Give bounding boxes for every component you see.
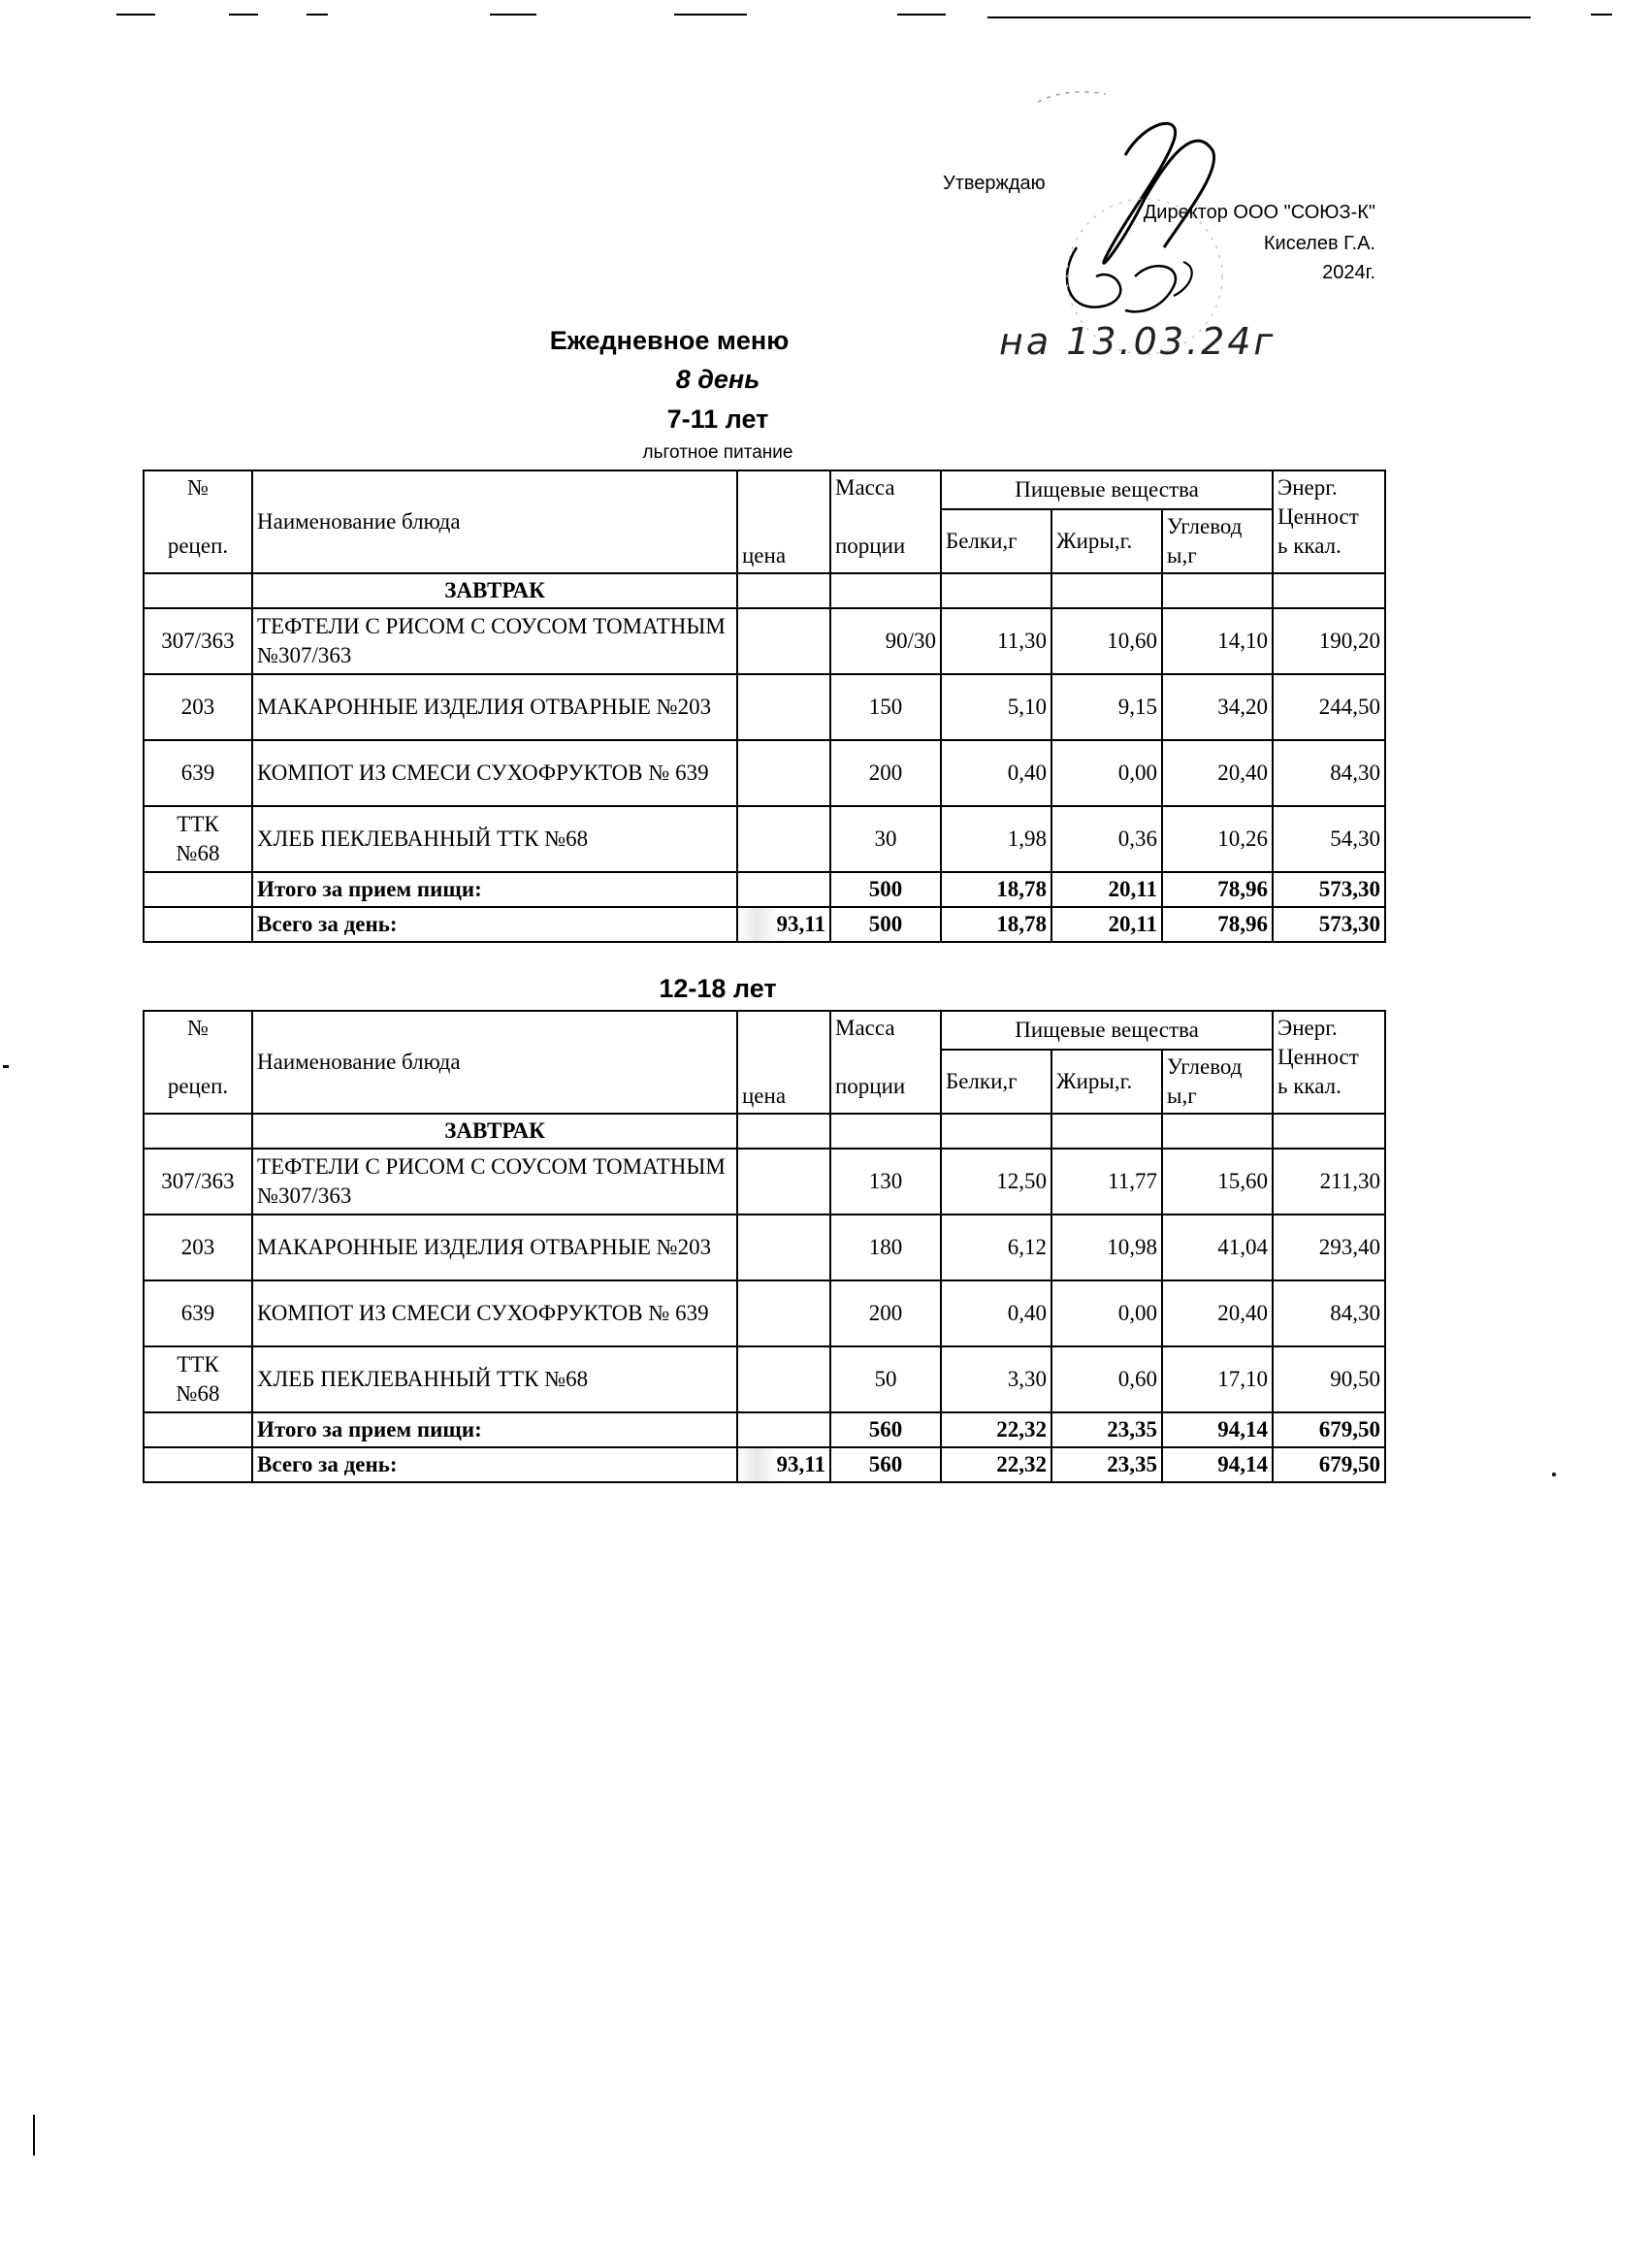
meal-total-label: Итого за прием пищи: [252, 1412, 737, 1447]
header-carbs: Углевод ы,г [1162, 509, 1273, 573]
protein-cell: 12,50 [941, 1149, 1051, 1215]
scan-edge-line [897, 14, 946, 16]
energy-cell: 90,50 [1273, 1346, 1385, 1412]
scan-edge-line [1591, 14, 1612, 16]
fat-cell: 0,60 [1051, 1346, 1162, 1412]
price-cell [737, 1280, 830, 1346]
fat-cell: 0,00 [1051, 1280, 1162, 1346]
header-mass: Масса порции [830, 470, 941, 573]
protein-cell: 0,40 [941, 740, 1051, 806]
fat-cell: 11,77 [1051, 1149, 1162, 1215]
day-total-protein: 22,32 [941, 1447, 1051, 1482]
protein-cell: 1,98 [941, 806, 1051, 872]
mass-cell: 200 [830, 1280, 941, 1346]
scan-edge-line [307, 14, 328, 16]
recipe-num: 203 [144, 674, 252, 740]
header-dish-name: Наименование блюда [252, 1011, 737, 1114]
header-recipe-num: № рецеп. [144, 470, 252, 573]
energy-cell: 244,50 [1273, 674, 1385, 740]
dish-name: МАКАРОННЫЕ ИЗДЕЛИЯ ОТВАРНЫЕ №203 [252, 1215, 737, 1280]
scan-edge-line [229, 14, 258, 16]
total-mass: 500 [830, 872, 941, 907]
handwritten-date: на 13.03.24г [999, 320, 1277, 363]
header-recipe-num: № рецеп. [144, 1011, 252, 1114]
table-row [144, 1215, 1385, 1280]
price-cell [737, 674, 830, 740]
total-energy: 573,30 [1273, 872, 1385, 907]
day-total-price: 93,11 [737, 907, 830, 942]
recipe-num: 203 [144, 1215, 252, 1280]
age-group-label: 7-11 лет [666, 405, 769, 434]
carbs-cell: 10,26 [1162, 806, 1273, 872]
day-total-carbs: 78,96 [1162, 907, 1273, 942]
mass-cell: 50 [830, 1346, 941, 1412]
day-total-row [144, 907, 1385, 942]
fat-cell: 10,98 [1051, 1215, 1162, 1280]
benefit-label: льготное питание [642, 442, 793, 463]
fat-cell: 9,15 [1051, 674, 1162, 740]
meal-total-row [144, 872, 1385, 907]
dish-name: ХЛЕБ ПЕКЛЕВАННЫЙ ТТК №68 [252, 806, 737, 872]
header-nutrients: Пищевые вещества [941, 470, 1273, 509]
carbs-cell: 17,10 [1162, 1346, 1273, 1412]
header-fat: Жиры,г. [1051, 1050, 1162, 1114]
energy-cell: 293,40 [1273, 1215, 1385, 1280]
recipe-num: ТТК №68 [144, 806, 252, 872]
table-row [144, 1149, 1385, 1215]
table-row [144, 674, 1385, 740]
total-fat: 23,35 [1051, 1412, 1162, 1447]
section-breakfast: ЗАВТРАК [252, 573, 737, 608]
protein-cell: 3,30 [941, 1346, 1051, 1412]
energy-cell: 211,30 [1273, 1149, 1385, 1215]
energy-cell: 190,20 [1273, 608, 1385, 674]
carbs-cell: 15,60 [1162, 1149, 1273, 1215]
price-cell [737, 1149, 830, 1215]
energy-cell: 54,30 [1273, 806, 1385, 872]
recipe-num: ТТК №68 [144, 1346, 252, 1412]
fat-cell: 0,00 [1051, 740, 1162, 806]
table-row [144, 740, 1385, 806]
mass-cell: 30 [830, 806, 941, 872]
table-row [144, 608, 1385, 674]
header-nutrients: Пищевые вещества [941, 1011, 1273, 1050]
price-cell [737, 740, 830, 806]
approval-label: Утверждаю [943, 173, 1046, 194]
table-row [144, 1280, 1385, 1346]
day-total-mass: 500 [830, 907, 941, 942]
total-energy: 679,50 [1273, 1412, 1385, 1447]
price-cell [737, 608, 830, 674]
protein-cell: 11,30 [941, 608, 1051, 674]
recipe-num: 639 [144, 1280, 252, 1346]
day-total-label: Всего за день: [252, 907, 737, 942]
recipe-num: 307/363 [144, 1149, 252, 1215]
section-row [144, 1114, 1385, 1149]
director-title: Директор ООО "СОЮЗ-К" [1143, 202, 1375, 223]
dish-name: ТЕФТЕЛИ С РИСОМ С СОУСОМ ТОМАТНЫМ №307/363 [252, 1149, 737, 1215]
scan-mark [3, 1065, 9, 1068]
total-carbs: 94,14 [1162, 1412, 1273, 1447]
table-row [144, 1346, 1385, 1412]
scan-edge-line [490, 14, 536, 16]
meal-total-row [144, 1412, 1385, 1447]
header-mass: Масса порции [830, 1011, 941, 1114]
total-carbs: 78,96 [1162, 872, 1273, 907]
day-label: 8 день [675, 365, 760, 394]
carbs-cell: 20,40 [1162, 740, 1273, 806]
table-row [144, 806, 1385, 872]
total-mass: 560 [830, 1412, 941, 1447]
energy-cell: 84,30 [1273, 740, 1385, 806]
section-row [144, 573, 1385, 608]
day-total-price: 93,11 [737, 1447, 830, 1482]
director-name: Киселев Г.А. [1263, 233, 1375, 254]
recipe-num: 639 [144, 740, 252, 806]
header-price: цена [737, 470, 830, 573]
header-carbs: Углевод ы,г [1162, 1050, 1273, 1114]
day-total-protein: 18,78 [941, 907, 1051, 942]
day-total-label: Всего за день: [252, 1447, 737, 1482]
energy-cell: 84,30 [1273, 1280, 1385, 1346]
total-protein: 18,78 [941, 872, 1051, 907]
menu-title: Ежедневное меню [549, 326, 790, 355]
fat-cell: 10,60 [1051, 608, 1162, 674]
header-dish-name: Наименование блюда [252, 470, 737, 573]
price-cell [737, 806, 830, 872]
menu-table-12-18 [143, 1010, 1386, 1483]
scan-edge-line [116, 14, 155, 16]
menu-table-7-11 [143, 470, 1386, 943]
header-energy: Энерг. Ценност ь ккал. [1273, 1011, 1385, 1114]
mass-cell: 200 [830, 740, 941, 806]
dish-name: МАКАРОННЫЕ ИЗДЕЛИЯ ОТВАРНЫЕ №203 [252, 674, 737, 740]
mass-cell: 90/30 [830, 608, 941, 674]
carbs-cell: 20,40 [1162, 1280, 1273, 1346]
day-total-fat: 23,35 [1051, 1447, 1162, 1482]
header-energy: Энерг. Ценност ь ккал. [1273, 470, 1385, 573]
price-cell [737, 1346, 830, 1412]
mass-cell: 180 [830, 1215, 941, 1280]
day-total-carbs: 94,14 [1162, 1447, 1273, 1482]
fat-cell: 0,36 [1051, 806, 1162, 872]
day-total-energy: 573,30 [1273, 907, 1385, 942]
header-protein: Белки,г [941, 509, 1051, 573]
price-cell [737, 1215, 830, 1280]
mass-cell: 130 [830, 1149, 941, 1215]
approval-year: 2024г. [1322, 262, 1375, 283]
total-fat: 20,11 [1051, 872, 1162, 907]
scan-edge-line [987, 16, 1531, 18]
header-protein: Белки,г [941, 1050, 1051, 1114]
protein-cell: 5,10 [941, 674, 1051, 740]
dish-name: КОМПОТ ИЗ СМЕСИ СУХОФРУКТОВ № 639 [252, 740, 737, 806]
header-price: цена [737, 1011, 830, 1114]
dish-name: ХЛЕБ ПЕКЛЕВАННЫЙ ТТК №68 [252, 1346, 737, 1412]
carbs-cell: 41,04 [1162, 1215, 1273, 1280]
scan-mark [33, 2115, 35, 2155]
header-fat: Жиры,г. [1051, 509, 1162, 573]
age-group-label: 12-18 лет [659, 974, 777, 1003]
protein-cell: 0,40 [941, 1280, 1051, 1346]
carbs-cell: 14,10 [1162, 608, 1273, 674]
day-total-mass: 560 [830, 1447, 941, 1482]
day-total-energy: 679,50 [1273, 1447, 1385, 1482]
scan-mark [1552, 1473, 1556, 1476]
section-breakfast: ЗАВТРАК [252, 1114, 737, 1149]
meal-total-label: Итого за прием пищи: [252, 872, 737, 907]
recipe-num: 307/363 [144, 608, 252, 674]
day-total-row [144, 1447, 1385, 1482]
day-total-fat: 20,11 [1051, 907, 1162, 942]
dish-name: ТЕФТЕЛИ С РИСОМ С СОУСОМ ТОМАТНЫМ №307/363 [252, 608, 737, 674]
scan-edge-line [674, 14, 747, 16]
mass-cell: 150 [830, 674, 941, 740]
carbs-cell: 34,20 [1162, 674, 1273, 740]
total-protein: 22,32 [941, 1412, 1051, 1447]
protein-cell: 6,12 [941, 1215, 1051, 1280]
dish-name: КОМПОТ ИЗ СМЕСИ СУХОФРУКТОВ № 639 [252, 1280, 737, 1346]
